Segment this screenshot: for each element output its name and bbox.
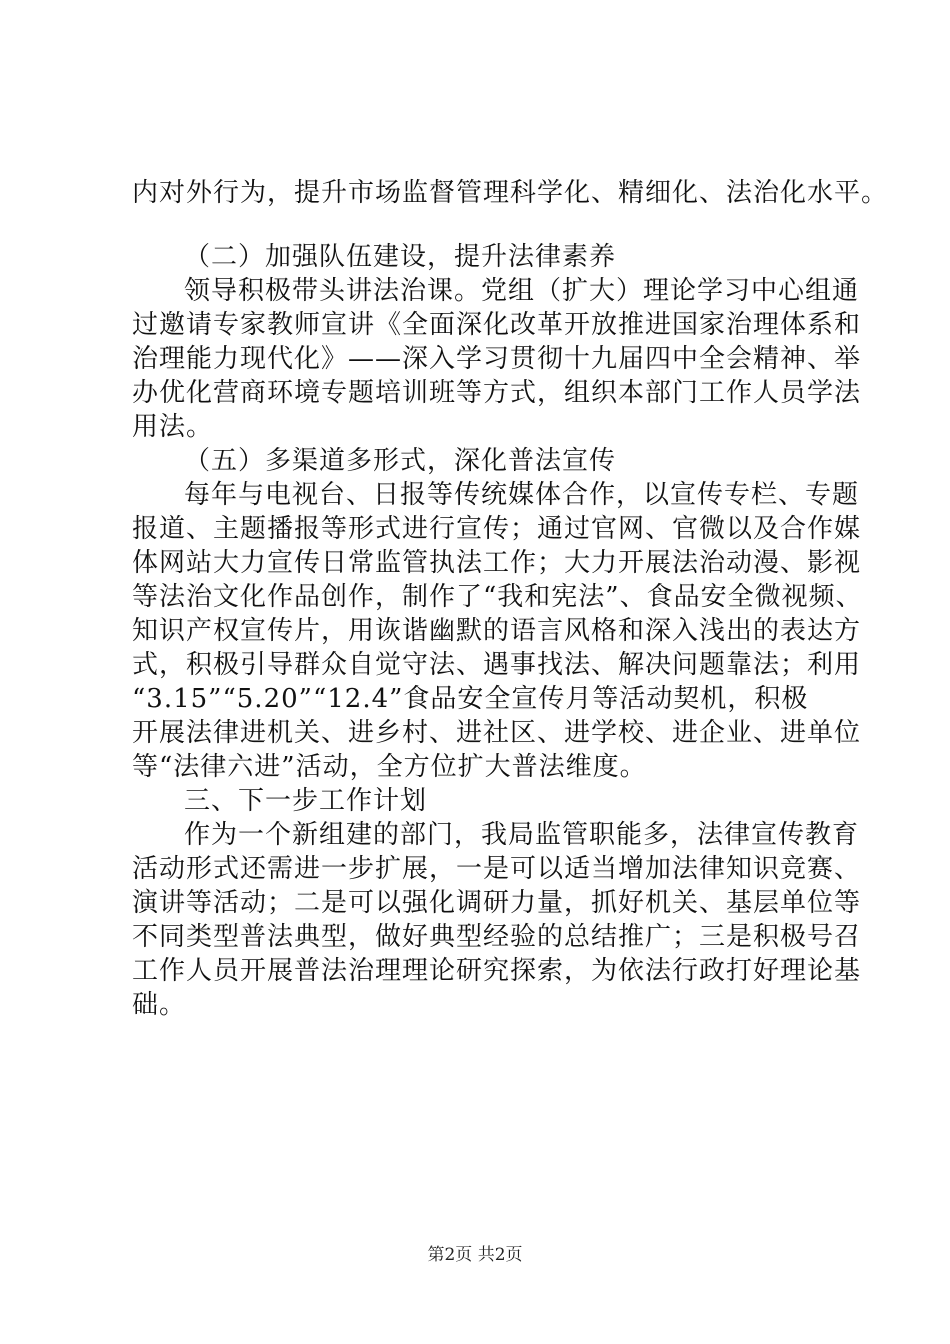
- paragraph-line: “3.15”“5.20”“12.4”食品安全宣传月等活动契机，积极: [132, 684, 809, 714]
- paragraph-line: 演讲等活动；二是可以强化调研力量，抓好机关、基层单位等: [132, 888, 862, 918]
- section-heading: 三、下一步工作计划: [184, 786, 428, 816]
- paragraph-line: 工作人员开展普法治理理论研究探索，为依法行政打好理论基: [132, 956, 862, 986]
- paragraph-line: 式，积极引导群众自觉守法、遇事找法、解决问题靠法；利用: [132, 650, 862, 680]
- paragraph-line: 等法治文化作品创作，制作了“我和宪法”、食品安全微视频、: [132, 582, 863, 612]
- paragraph-line: 等“法律六进”活动，全方位扩大普法维度。: [132, 752, 647, 782]
- paragraph-line: 办优化营商环境专题培训班等方式，组织本部门工作人员学法: [132, 378, 862, 408]
- section-heading: （二）加强队伍建设，提升法律素养: [184, 242, 617, 272]
- paragraph-line: 每年与电视台、日报等传统媒体合作，以宣传专栏、专题: [184, 480, 860, 510]
- paragraph-line: 作为一个新组建的部门，我局监管职能多，法律宣传教育: [184, 820, 860, 850]
- section-heading: （五）多渠道多形式，深化普法宣传: [184, 446, 617, 476]
- paragraph-line: 内对外行为，提升市场监督管理科学化、精细化、法治化水平。: [132, 178, 889, 208]
- page-number: 第2页 共2页: [427, 1245, 523, 1265]
- paragraph-line: 体网站大力宣传日常监管执法工作；大力开展法治动漫、影视: [132, 548, 862, 578]
- paragraph-line: 领导积极带头讲法治课。党组（扩大）理论学习中心组通: [184, 276, 860, 306]
- paragraph-line: 知识产权宣传片，用诙谐幽默的语言风格和深入浅出的表达方: [132, 616, 862, 646]
- paragraph-line: 过邀请专家教师宣讲《全面深化改革开放推进国家治理体系和: [132, 310, 862, 340]
- paragraph-line: 报道、主题播报等形式进行宣传；通过官网、官微以及合作媒: [132, 514, 862, 544]
- paragraph-line: 活动形式还需进一步扩展，一是可以适当增加法律知识竞赛、: [132, 854, 862, 884]
- paragraph-line: 不同类型普法典型，做好典型经验的总结推广；三是积极号召: [132, 922, 862, 952]
- paragraph-line: 础。: [132, 990, 187, 1020]
- paragraph-line: 治理能力现代化》——深入学习贯彻十九届四中全会精神、举: [132, 344, 862, 374]
- paragraph-line: 用法。: [132, 412, 214, 442]
- paragraph-line: 开展法律进机关、进乡村、进社区、进学校、进企业、进单位: [132, 718, 862, 748]
